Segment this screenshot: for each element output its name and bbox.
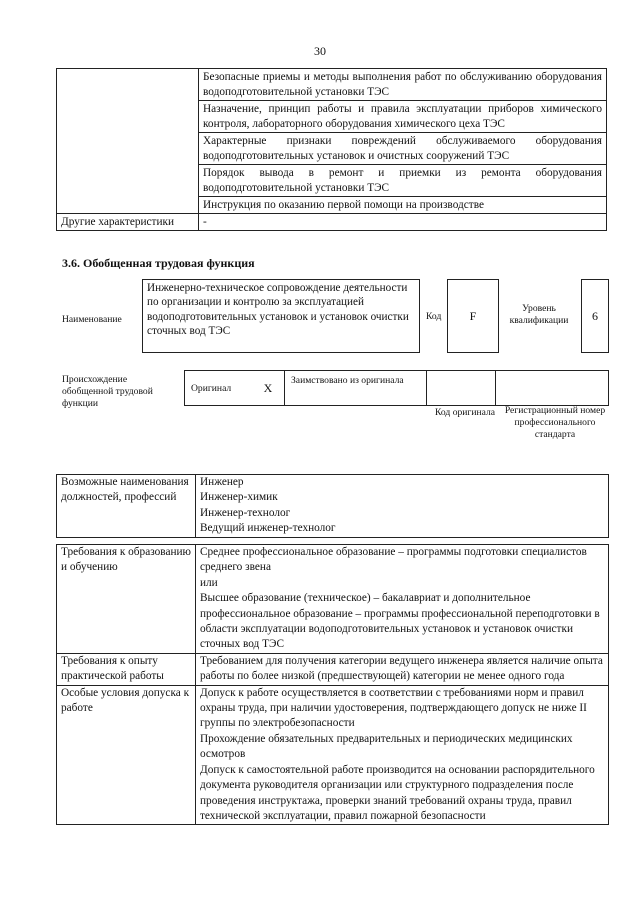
table-row	[57, 69, 607, 101]
code-value-box: F	[447, 279, 499, 353]
table-row	[57, 545, 609, 654]
requirement-line: Допуск к работе осуществляется в соответствии с требованиями норм и правил охраны труда, при наличии удостоверения, подтверждающего допуск не ниже II группы по электробезопасности	[200, 686, 587, 730]
education-label: Требования к образованию и обучению	[57, 545, 196, 654]
code-original-cell	[427, 371, 496, 406]
requirement-line: Высшее образование (техническое) – бакалавриат и дополнительное профессиональное образование – программы профессиональной переподготовки в области эксплуатации водоподготовительных установок и установок очистки сточных вод ТЭС	[200, 592, 600, 651]
requirement-line: Допуск к самостоятельной работе производится на основании распорядительного документа руководителя организации или структурного подразделения после проведения инструктажа, проверки знаний требований охраны труда, правил технической эксплуатации, правил пожарной безопасности	[200, 763, 595, 822]
knowledge-item: Назначение, принцип работы и правила эксплуатации приборов химического контроля, лабораторного оборудования химического цеха ТЭС	[199, 101, 607, 133]
education-value	[196, 545, 609, 654]
page-number: 30	[314, 44, 326, 58]
knowledge-item: Инструкция по оказанию первой помощи на производстве	[199, 197, 607, 214]
qualification-level-box: 6	[581, 279, 609, 353]
requirement-line: Среднее профессиональное образование – программы подготовки специалистов среднего звена	[200, 546, 587, 574]
admission-label: Особые условия допуска к работе	[57, 685, 196, 825]
table-row	[57, 685, 609, 825]
requirements-table	[56, 544, 609, 825]
origin-label: Происхождение обобщенной трудовой функции	[62, 374, 153, 409]
admission-value	[196, 685, 609, 825]
reg-number-cell	[496, 371, 609, 406]
reg-number-label: Регистрационный номер профессионального стандарта	[504, 405, 606, 440]
requirement-line: Требованием для получения категории ведущего инженера является наличие опыта работы по более низкой (предшествующей) категории не менее одного года	[200, 654, 603, 683]
table-row	[57, 214, 607, 231]
borrowed-label: Заимствовано из оригинала	[285, 371, 427, 406]
origin-table	[184, 370, 609, 406]
knowledge-table	[56, 68, 607, 231]
positions-table	[56, 474, 609, 538]
qualification-level-label: Уровень квалификации	[509, 303, 569, 326]
table-cell-empty	[57, 69, 199, 214]
knowledge-item: Безопасные приемы и методы выполнения работ по обслуживанию оборудования водоподготовительной установки ТЭС	[199, 69, 607, 101]
position-item: Ведущий инженер-технолог	[200, 522, 336, 535]
code-label: Код	[426, 311, 442, 322]
positions-list	[196, 475, 609, 538]
other-characteristics-value: -	[199, 214, 607, 231]
table-row	[57, 475, 609, 538]
experience-value	[196, 653, 609, 685]
code-original-label: Код оригинала	[434, 407, 496, 418]
section-title: 3.6. Обобщенная трудовая функция	[62, 256, 255, 270]
knowledge-item: Характерные признаки повреждений обслуживаемого оборудования водоподготовительных установок и очистных сооружений ТЭС	[199, 133, 607, 165]
position-item: Инженер-технолог	[200, 506, 291, 519]
knowledge-item: Порядок вывода в ремонт и приемки из ремонта оборудования водоподготовительной установки ТЭС	[199, 165, 607, 197]
position-item: Инженер-химик	[200, 491, 278, 504]
original-label: Оригинал	[185, 371, 253, 406]
position-item: Инженер	[200, 476, 244, 488]
table-row	[185, 371, 609, 406]
table-row	[57, 653, 609, 685]
requirement-line: или	[200, 576, 218, 589]
name-label: Наименование	[62, 314, 122, 325]
requirement-line: Прохождение обязательных предварительных и периодических медицинских осмотров	[200, 732, 573, 761]
function-name-box: Инженерно-техническое сопровождение деятельности по организации и контролю за эксплуатацией водоподготовительных установок и установок очистки сточных вод ТЭС	[142, 279, 420, 353]
experience-label: Требования к опыту практической работы	[57, 653, 196, 685]
original-mark: X	[252, 371, 285, 406]
positions-label: Возможные наименования должностей, профессий	[57, 475, 196, 538]
other-characteristics-label: Другие характеристики	[57, 214, 199, 231]
